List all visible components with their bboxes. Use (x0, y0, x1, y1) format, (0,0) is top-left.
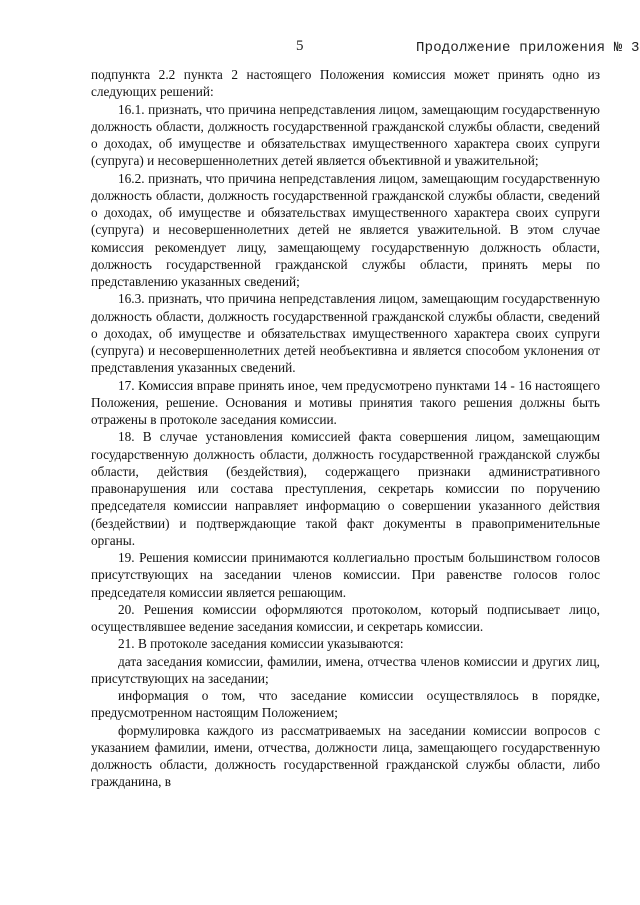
paragraph-18: 18. В случае установления комиссией факта совершения лицом, замещающим государственную должность области, должность государственной гражданской службы области, действия (бездействия), содержащего признаки административного правонарушения или состава преступления, секретарь комиссии по поручению председателя комиссии направляет информацию о совершении указанного действия (бездействии) и подтверждающие такой факт документы в правоприменительные органы. (91, 429, 600, 548)
paragraph-20: 20. Решения комиссии оформляются протоколом, который подписывает лицо, осуществлявшее ведение заседания комиссии, и секретарь комиссии. (91, 601, 600, 634)
paragraph-intro: подпункта 2.2 пункта 2 настоящего Положения комиссия может принять одно из следующих решений: (91, 67, 600, 100)
page-number: 5 (296, 38, 304, 54)
paragraph-21-item-procedure: информация о том, что заседание комиссии осуществлялось в порядке, предусмотренном настоящим Положением; (91, 688, 600, 721)
paragraph-16-1: 16.1. признать, что причина непредставления лицом, замещающим государственную должность области, должность государственной гражданской службы области, сведений о доходах, об имуществе и обязательствах имущественного характера своих супруги (супруга) и несовершеннолетних детей является объективной и уважительной; (91, 101, 600, 169)
paragraph-21-item-wording: формулировка каждого из рассматриваемых на заседании комиссии вопросов с указанием фамилии, имени, отчества, должности лица, замещающего государственную должность области, должность государственной гражданской службы области, либо гражданина, в (91, 722, 600, 790)
paragraph-19: 19. Решения комиссии принимаются коллегиально простым большинством голосов присутствующих на заседании членов комиссии. При равенстве голосов голос председателя комиссии является решающим. (91, 550, 600, 600)
paragraph-21-item-date: дата заседания комиссии, фамилии, имена, отчества членов комиссии и других лиц, присутствующих на заседании; (91, 653, 600, 686)
paragraph-16-3: 16.3. признать, что причина непредставления лицом, замещающим государственную должность области, должность государственной гражданской службы области, сведений о доходах, об имуществе и обязательствах имущественного характера своих супруги (супруга) и несовершеннолетних детей необъективна и является способом уклонения от представления указанных сведений. (91, 291, 600, 376)
appendix-continuation-label: Продолжение приложения № 3 (416, 40, 640, 56)
paragraph-21: 21. В протоколе заседания комиссии указываются: (118, 636, 404, 652)
document-body (91, 66, 600, 791)
paragraph-17: 17. Комиссия вправе принять иное, чем предусмотрено пунктами 14 - 16 настоящего Положения, решение. Основания и мотивы принятия такого решения должны быть отражены в протоколе заседания комиссии. (91, 377, 600, 427)
paragraph-16-2: 16.2. признать, что причина непредставления лицом, замещающим государственную должность области, должность государственной гражданской службы области, сведений о доходах, об имуществе и обязательствах имущественного характера своих супруги (супруга) и несовершеннолетних детей не является уважительной. В этом случае комиссия рекомендует лицу, замещающему государственную должность области, должность государственной гражданской службы области, принять меры по представлению указанных сведений; (91, 170, 600, 289)
